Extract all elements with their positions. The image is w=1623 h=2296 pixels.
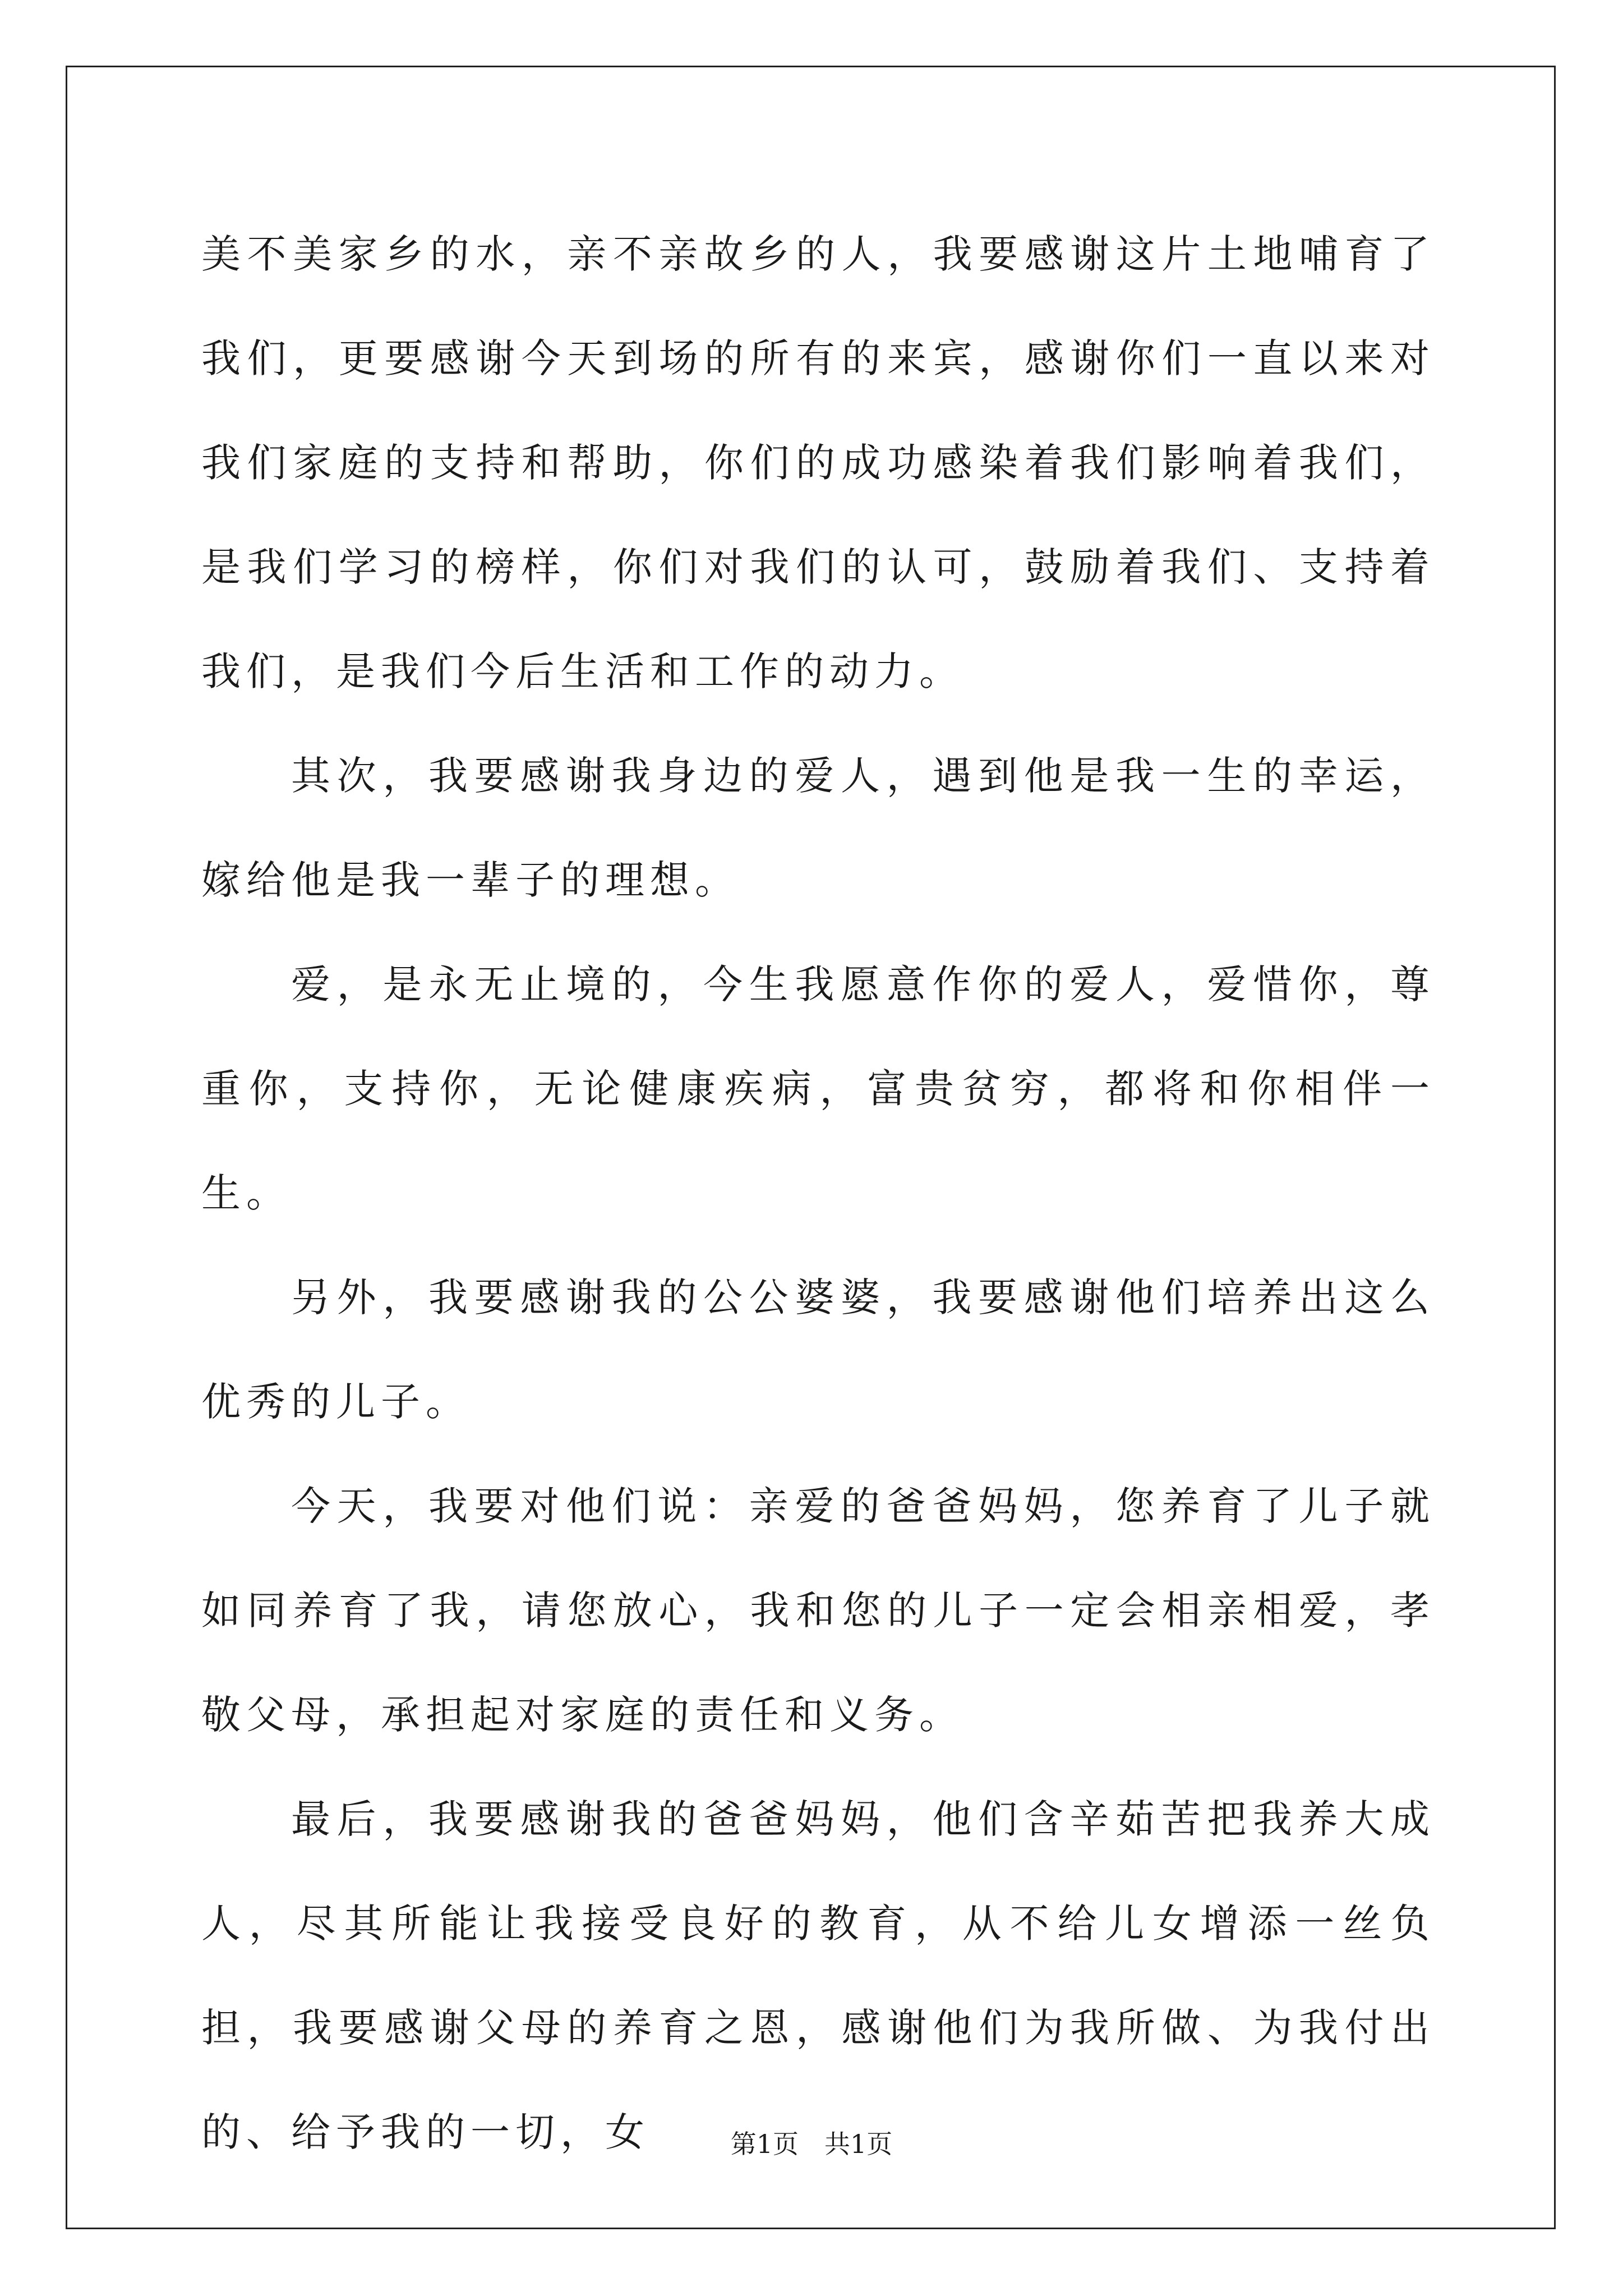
paragraph-2: 其次，我要感谢我身边的爱人，遇到他是我一生的幸运，嫁给他是我一辈子的理想。 — [201, 753, 1435, 903]
paragraph-4: 另外，我要感谢我的公公婆婆，我要感谢他们培养出这么优秀的儿子。 — [201, 1274, 1435, 1425]
paragraph-1: 美不美家乡的水，亲不亲故乡的人，我要感谢这片土地哺育了我们，更要感谢今天到场的所有的来宾，感谢你们一直以来对我们家庭的支持和帮助，你们的成功感染着我们影响着我们，是我们学习的榜样，你们对我们的认可，鼓励着我们、支持着我们，是我们今后生活和工作的动力。 — [201, 231, 1435, 694]
page-number-footer: 第1页 共1页 — [730, 2129, 893, 2159]
paragraph-6: 最后，我要感谢我的爸爸妈妈，他们含辛茹苦把我养大成人，尽其所能让我接受良好的教育，从不给儿女增添一丝负担，我要感谢父母的养育之恩，感谢他们为我所做、为我付出的、给予我的一切，女 — [201, 1796, 1435, 2155]
paragraph-3: 爱，是永无止境的，今生我愿意作你的爱人，爱惜你，尊重你，支持你，无论健康疾病，富贵贫穷，都将和你相伴一生。 — [201, 961, 1435, 1216]
paragraph-5: 今天，我要对他们说：亲爱的爸爸妈妈，您养育了儿子就如同养育了我，请您放心，我和您的儿子一定会相亲相爱，孝敬父母，承担起对家庭的责任和义务。 — [201, 1483, 1435, 1738]
document-body — [201, 202, 1435, 2184]
